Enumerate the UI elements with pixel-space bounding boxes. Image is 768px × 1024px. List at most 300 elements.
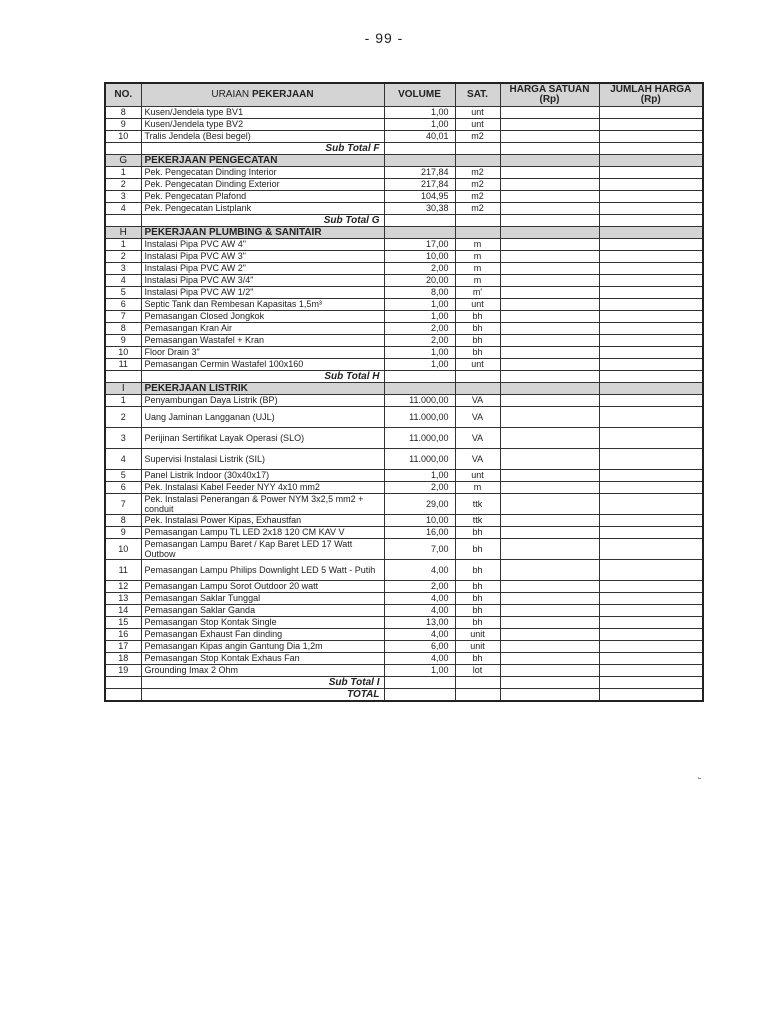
item-volume: 40,01 — [384, 131, 455, 143]
item-no: 6 — [105, 299, 141, 311]
item-total-price — [599, 653, 703, 665]
subtotal-volume — [384, 215, 455, 227]
item-unit: m2 — [455, 179, 500, 191]
item-desc: Kusen/Jendela type BV1 — [141, 107, 384, 119]
item-unit: m — [455, 275, 500, 287]
item-total-price — [599, 191, 703, 203]
subtotal-unit — [455, 143, 500, 155]
scan-mark: ˾ — [698, 770, 702, 779]
table-row — [105, 191, 703, 203]
table-row — [105, 251, 703, 263]
item-desc: Septic Tank dan Rembesan Kapasitas 1,5m³ — [141, 299, 384, 311]
item-desc: Floor Drain 3" — [141, 347, 384, 359]
section-price — [500, 227, 599, 239]
section-unit — [455, 227, 500, 239]
item-volume: 11.000,00 — [384, 395, 455, 407]
section-amount — [599, 383, 703, 395]
total-no — [105, 689, 141, 702]
item-no: 13 — [105, 593, 141, 605]
table-row — [105, 119, 703, 131]
item-total-price — [599, 239, 703, 251]
item-desc: Pek. Pengecatan Listplank — [141, 203, 384, 215]
item-volume: 1,00 — [384, 107, 455, 119]
item-unit: bh — [455, 527, 500, 539]
item-unit-price — [500, 263, 599, 275]
subtotal-volume — [384, 371, 455, 383]
item-volume: 6,00 — [384, 641, 455, 653]
item-unit-price — [500, 323, 599, 335]
item-volume: 2,00 — [384, 581, 455, 593]
table-row — [105, 275, 703, 287]
section-row-h — [105, 227, 703, 239]
table-row — [105, 641, 703, 653]
section-code: I — [105, 383, 141, 395]
item-unit: VA — [455, 395, 500, 407]
item-desc: Pemasangan Closed Jongkok — [141, 311, 384, 323]
item-no: 10 — [105, 347, 141, 359]
section-volume — [384, 155, 455, 167]
item-unit: m2 — [455, 203, 500, 215]
item-total-price — [599, 494, 703, 515]
item-total-price — [599, 203, 703, 215]
table-row — [105, 665, 703, 677]
section-row-i — [105, 383, 703, 395]
item-no: 4 — [105, 449, 141, 470]
item-unit-price — [500, 593, 599, 605]
section-code: G — [105, 155, 141, 167]
item-total-price — [599, 428, 703, 449]
item-unit: bh — [455, 539, 500, 560]
item-unit-price — [500, 167, 599, 179]
item-volume: 2,00 — [384, 335, 455, 347]
item-total-price — [599, 131, 703, 143]
subtotal-no — [105, 677, 141, 689]
item-unit: m2 — [455, 167, 500, 179]
item-desc: Penyambungan Daya Listrik (BP) — [141, 395, 384, 407]
item-total-price — [599, 641, 703, 653]
item-desc: Pemasangan Stop Kontak Single — [141, 617, 384, 629]
item-unit: ttk — [455, 515, 500, 527]
item-volume: 2,00 — [384, 323, 455, 335]
item-unit-price — [500, 179, 599, 191]
item-desc: Supervisi Instalasi Listrik (SIL) — [141, 449, 384, 470]
table-row — [105, 539, 703, 560]
subtotal-amount — [599, 143, 703, 155]
item-unit: m — [455, 482, 500, 494]
item-unit: unt — [455, 107, 500, 119]
section-code: H — [105, 227, 141, 239]
item-volume: 7,00 — [384, 539, 455, 560]
item-unit-price — [500, 617, 599, 629]
item-volume: 4,00 — [384, 629, 455, 641]
item-volume: 11.000,00 — [384, 407, 455, 428]
table-header-row — [105, 83, 703, 107]
item-total-price — [599, 179, 703, 191]
item-desc: Tralis Jendela (Besi begel) — [141, 131, 384, 143]
subtotal-label-i: Sub Total I — [141, 677, 384, 689]
item-desc: Instalasi Pipa PVC AW 3/4" — [141, 275, 384, 287]
item-unit-price — [500, 311, 599, 323]
item-unit-price — [500, 605, 599, 617]
item-no: 3 — [105, 263, 141, 275]
item-volume: 10,00 — [384, 251, 455, 263]
table-row — [105, 203, 703, 215]
item-no: 10 — [105, 131, 141, 143]
item-no: 9 — [105, 527, 141, 539]
item-total-price — [599, 167, 703, 179]
item-total-price — [599, 299, 703, 311]
item-unit: bh — [455, 335, 500, 347]
item-no: 8 — [105, 107, 141, 119]
item-unit: lot — [455, 665, 500, 677]
item-volume: 1,00 — [384, 665, 455, 677]
table-row — [105, 335, 703, 347]
item-no: 3 — [105, 428, 141, 449]
item-volume: 1,00 — [384, 470, 455, 482]
item-unit-price — [500, 653, 599, 665]
section-amount — [599, 227, 703, 239]
item-unit: VA — [455, 428, 500, 449]
item-no: 14 — [105, 605, 141, 617]
table-row — [105, 263, 703, 275]
total-unit — [455, 689, 500, 702]
item-desc: Pek. Pengecatan Dinding Exterior — [141, 179, 384, 191]
item-desc: Pemasangan Saklar Ganda — [141, 605, 384, 617]
item-no: 3 — [105, 191, 141, 203]
item-unit-price — [500, 203, 599, 215]
total-row — [105, 689, 703, 702]
item-unit: m' — [455, 287, 500, 299]
section-price — [500, 383, 599, 395]
item-volume: 16,00 — [384, 527, 455, 539]
item-unit: unt — [455, 119, 500, 131]
item-volume: 2,00 — [384, 482, 455, 494]
header-volume: VOLUME — [384, 83, 455, 107]
item-unit: bh — [455, 653, 500, 665]
item-unit: m2 — [455, 191, 500, 203]
item-no: 11 — [105, 359, 141, 371]
item-volume: 104,95 — [384, 191, 455, 203]
total-price — [500, 689, 599, 702]
item-no: 19 — [105, 665, 141, 677]
table-row — [105, 167, 703, 179]
section-title: PEKERJAAN LISTRIK — [141, 383, 384, 395]
table-row — [105, 107, 703, 119]
item-unit-price — [500, 494, 599, 515]
item-unit-price — [500, 482, 599, 494]
item-unit: m — [455, 239, 500, 251]
header-harga-satuan: HARGA SATUAN (Rp) — [500, 83, 599, 107]
section-title: PEKERJAAN PENGECATAN — [141, 155, 384, 167]
table-row — [105, 581, 703, 593]
item-unit-price — [500, 191, 599, 203]
item-volume: 10,00 — [384, 515, 455, 527]
item-volume: 2,00 — [384, 263, 455, 275]
table-row — [105, 482, 703, 494]
item-total-price — [599, 482, 703, 494]
item-total-price — [599, 539, 703, 560]
item-total-price — [599, 347, 703, 359]
item-desc: Panel Listrik Indoor (30x40x17) — [141, 470, 384, 482]
item-unit-price — [500, 527, 599, 539]
item-no: 9 — [105, 119, 141, 131]
subtotal-volume — [384, 143, 455, 155]
item-unit: unt — [455, 470, 500, 482]
item-desc: Pek. Instalasi Kabel Feeder NYY 4x10 mm2 — [141, 482, 384, 494]
item-no: 1 — [105, 395, 141, 407]
item-total-price — [599, 617, 703, 629]
item-desc: Pemasangan Lampu Sorot Outdoor 20 watt — [141, 581, 384, 593]
item-unit-price — [500, 347, 599, 359]
item-volume: 4,00 — [384, 653, 455, 665]
item-total-price — [599, 275, 703, 287]
item-total-price — [599, 470, 703, 482]
item-volume: 217,84 — [384, 167, 455, 179]
subtotal-unit — [455, 677, 500, 689]
item-desc: Pemasangan Kipas angin Gantung Dia 1,2m — [141, 641, 384, 653]
total-amount — [599, 689, 703, 702]
item-unit-price — [500, 251, 599, 263]
table-row — [105, 299, 703, 311]
item-desc: Pemasangan Stop Kontak Exhaus Fan — [141, 653, 384, 665]
item-unit-price — [500, 665, 599, 677]
item-volume: 8,00 — [384, 287, 455, 299]
item-unit-price — [500, 449, 599, 470]
item-total-price — [599, 107, 703, 119]
item-desc: Pek. Instalasi Penerangan & Power NYM 3x2,5 mm2 + conduit — [141, 494, 384, 515]
item-desc: Instalasi Pipa PVC AW 3" — [141, 251, 384, 263]
item-unit-price — [500, 359, 599, 371]
item-desc: Pek. Pengecatan Dinding Interior — [141, 167, 384, 179]
item-total-price — [599, 407, 703, 428]
item-volume: 11.000,00 — [384, 449, 455, 470]
subtotal-label-h: Sub Total H — [141, 371, 384, 383]
item-desc: Perijinan Sertifikat Layak Operasi (SLO) — [141, 428, 384, 449]
table-row — [105, 605, 703, 617]
item-unit: m — [455, 263, 500, 275]
item-volume: 1,00 — [384, 347, 455, 359]
item-total-price — [599, 527, 703, 539]
table-body — [105, 107, 703, 702]
table-row — [105, 629, 703, 641]
section-price — [500, 155, 599, 167]
item-total-price — [599, 251, 703, 263]
item-total-price — [599, 515, 703, 527]
item-unit-price — [500, 641, 599, 653]
item-total-price — [599, 605, 703, 617]
item-unit: unt — [455, 359, 500, 371]
table-row — [105, 407, 703, 428]
subtotal-price — [500, 143, 599, 155]
item-no: 17 — [105, 641, 141, 653]
item-no: 5 — [105, 287, 141, 299]
item-volume: 11.000,00 — [384, 428, 455, 449]
subtotal-price — [500, 215, 599, 227]
item-unit-price — [500, 275, 599, 287]
item-unit: VA — [455, 449, 500, 470]
item-unit-price — [500, 107, 599, 119]
subtotal-amount — [599, 371, 703, 383]
item-desc: Instalasi Pipa PVC AW 1/2" — [141, 287, 384, 299]
item-no: 8 — [105, 515, 141, 527]
item-desc: Pemasangan Lampu Baret / Kap Baret LED 17 Watt Outbow — [141, 539, 384, 560]
item-desc: Instalasi Pipa PVC AW 4" — [141, 239, 384, 251]
item-volume: 4,00 — [384, 605, 455, 617]
item-volume: 29,00 — [384, 494, 455, 515]
item-desc: Pemasangan Exhaust Fan dinding — [141, 629, 384, 641]
item-unit-price — [500, 239, 599, 251]
subtotal-row-f — [105, 143, 703, 155]
item-desc: Uang Jaminan Langganan (UJL) — [141, 407, 384, 428]
item-total-price — [599, 581, 703, 593]
subtotal-no — [105, 143, 141, 155]
item-total-price — [599, 449, 703, 470]
table-row — [105, 449, 703, 470]
item-no: 2 — [105, 251, 141, 263]
section-unit — [455, 155, 500, 167]
table-row — [105, 395, 703, 407]
item-desc: Pemasangan Kran Air — [141, 323, 384, 335]
section-unit — [455, 383, 500, 395]
item-volume: 13,00 — [384, 617, 455, 629]
item-unit-price — [500, 335, 599, 347]
item-no: 1 — [105, 239, 141, 251]
item-unit: ttk — [455, 494, 500, 515]
item-unit: unit — [455, 629, 500, 641]
table-row — [105, 323, 703, 335]
item-no: 6 — [105, 482, 141, 494]
item-volume: 217,84 — [384, 179, 455, 191]
item-unit-price — [500, 287, 599, 299]
item-no: 2 — [105, 407, 141, 428]
item-no: 5 — [105, 470, 141, 482]
total-volume — [384, 689, 455, 702]
item-unit-price — [500, 428, 599, 449]
item-no: 1 — [105, 167, 141, 179]
item-volume: 4,00 — [384, 593, 455, 605]
item-total-price — [599, 287, 703, 299]
subtotal-label-f: Sub Total F — [141, 143, 384, 155]
subtotal-volume — [384, 677, 455, 689]
item-total-price — [599, 311, 703, 323]
table-row — [105, 653, 703, 665]
item-unit: bh — [455, 323, 500, 335]
subtotal-unit — [455, 371, 500, 383]
subtotal-row-g — [105, 215, 703, 227]
item-unit: m — [455, 251, 500, 263]
subtotal-price — [500, 371, 599, 383]
item-no: 10 — [105, 539, 141, 560]
bill-of-quantities-table — [104, 82, 704, 702]
item-no: 4 — [105, 275, 141, 287]
table-row — [105, 131, 703, 143]
section-amount — [599, 155, 703, 167]
subtotal-no — [105, 215, 141, 227]
table-row — [105, 287, 703, 299]
item-unit-price — [500, 581, 599, 593]
item-desc: Instalasi Pipa PVC AW 2" — [141, 263, 384, 275]
item-unit-price — [500, 119, 599, 131]
subtotal-no — [105, 371, 141, 383]
section-title: PEKERJAAN PLUMBING & SANITAIR — [141, 227, 384, 239]
subtotal-row-h — [105, 371, 703, 383]
item-desc: Pek. Pengecatan Plafond — [141, 191, 384, 203]
item-no: 7 — [105, 494, 141, 515]
item-unit: unit — [455, 641, 500, 653]
subtotal-amount — [599, 215, 703, 227]
item-no: 7 — [105, 311, 141, 323]
item-desc: Pemasangan Cermin Wastafel 100x160 — [141, 359, 384, 371]
table-row — [105, 560, 703, 581]
item-volume: 1,00 — [384, 119, 455, 131]
header-uraian-prefix: URAIAN — [211, 89, 250, 100]
item-desc: Kusen/Jendela type BV2 — [141, 119, 384, 131]
item-unit-price — [500, 539, 599, 560]
item-no: 18 — [105, 653, 141, 665]
header-uraian-bold: PEKERJAAN — [251, 89, 314, 100]
item-unit-price — [500, 407, 599, 428]
item-no: 9 — [105, 335, 141, 347]
item-volume: 30,38 — [384, 203, 455, 215]
item-unit: bh — [455, 605, 500, 617]
page-number: - 99 - — [364, 30, 404, 46]
header-jumlah-harga: JUMLAH HARGA (Rp) — [599, 83, 703, 107]
item-total-price — [599, 593, 703, 605]
header-no: NO. — [105, 83, 141, 107]
item-unit-price — [500, 395, 599, 407]
item-unit: VA — [455, 407, 500, 428]
table-row — [105, 515, 703, 527]
item-volume: 4,00 — [384, 560, 455, 581]
item-total-price — [599, 629, 703, 641]
item-no: 8 — [105, 323, 141, 335]
item-volume: 1,00 — [384, 359, 455, 371]
item-no: 4 — [105, 203, 141, 215]
table-row — [105, 617, 703, 629]
table-row — [105, 593, 703, 605]
table-row — [105, 527, 703, 539]
item-desc: Pemasangan Wastafel + Kran — [141, 335, 384, 347]
section-row-g — [105, 155, 703, 167]
subtotal-amount — [599, 677, 703, 689]
item-unit-price — [500, 515, 599, 527]
item-unit: m2 — [455, 131, 500, 143]
total-label: TOTAL — [141, 689, 384, 702]
item-no: 11 — [105, 560, 141, 581]
item-volume: 1,00 — [384, 299, 455, 311]
item-total-price — [599, 323, 703, 335]
item-desc: Grounding Imax 2 Ohm — [141, 665, 384, 677]
header-sat: SAT. — [455, 83, 500, 107]
item-unit: unt — [455, 299, 500, 311]
item-desc: Pemasangan Lampu Philips Downlight LED 5 Watt - Putih — [141, 560, 384, 581]
item-total-price — [599, 560, 703, 581]
item-unit: bh — [455, 347, 500, 359]
table-row — [105, 428, 703, 449]
item-total-price — [599, 119, 703, 131]
item-total-price — [599, 395, 703, 407]
subtotal-label-g: Sub Total G — [141, 215, 384, 227]
header-uraian — [141, 83, 384, 107]
subtotal-unit — [455, 215, 500, 227]
item-unit-price — [500, 299, 599, 311]
subtotal-price — [500, 677, 599, 689]
item-unit: bh — [455, 593, 500, 605]
item-total-price — [599, 335, 703, 347]
item-unit: bh — [455, 560, 500, 581]
table-row — [105, 347, 703, 359]
item-total-price — [599, 263, 703, 275]
